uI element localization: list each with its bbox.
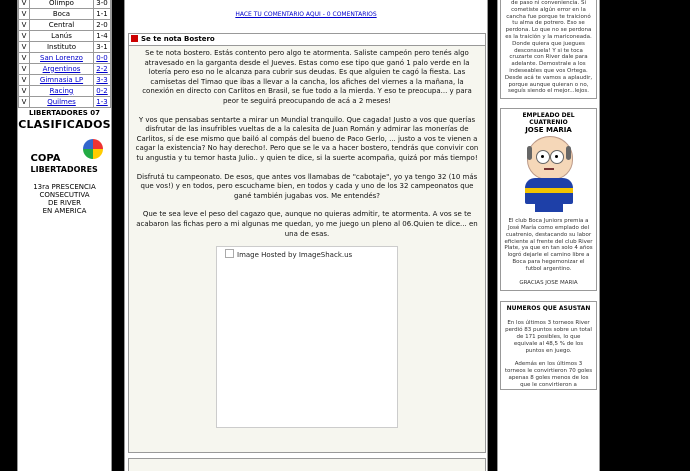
employee-title: EMPLEADO DEL CUATRENIO <box>522 112 575 127</box>
team-name: Instituto <box>30 42 94 53</box>
result-flag: V <box>19 42 30 53</box>
team-link[interactable]: Quilmes <box>47 97 76 106</box>
team-link[interactable]: Racing <box>49 86 74 95</box>
score: 2-0 <box>94 20 111 31</box>
post-header <box>129 34 485 46</box>
results-table <box>18 0 111 108</box>
result-flag: V <box>19 9 30 20</box>
presence-text: 13ra PRESCENCIA CONSECUTIVA DE RIVER EN AMERICA <box>33 183 96 215</box>
result-row <box>19 86 111 97</box>
post-icon <box>131 35 138 42</box>
result-flag: V <box>19 86 30 97</box>
team-name: Lanús <box>30 31 94 42</box>
post-body <box>129 46 485 428</box>
post-paragraph: Que te sea leve el peso del cagazo que, aunque no quieras admitir, te atormenta. A vos se te acabaron las fichas pero a mi algunas me quedan, yo me juego un pleno al 06.Quien te dice... en una de esas. <box>136 210 478 238</box>
result-row <box>19 42 111 53</box>
employee-name: JOSE MARIA <box>525 126 572 135</box>
team-name: Boca <box>30 9 94 20</box>
result-flag: V <box>19 75 30 86</box>
ortega-box <box>500 0 597 99</box>
team-name: Central <box>30 20 94 31</box>
result-flag: V <box>19 0 30 9</box>
result-row <box>19 75 111 86</box>
next-post-strip <box>128 458 486 471</box>
team-link[interactable]: San Lorenzo <box>40 53 83 62</box>
score: 3-1 <box>94 42 111 53</box>
libertadores-title: LIBERTADORES 07 <box>28 109 101 117</box>
result-flag: V <box>19 64 30 75</box>
result-row <box>19 0 111 9</box>
post-paragraph: Disfrutá tu campeonato. De esos, que antes vos llamabas de "cabotaje", yo ya tengo 32 (10 más que vos!) y en todos, pero escuchame bien, en todos y cada y uno de los 32 campeonatos que gané también jugabas vos. Me entendés? <box>136 172 478 200</box>
result-row <box>19 64 111 75</box>
result-row <box>19 53 111 64</box>
result-flag: V <box>19 53 30 64</box>
comment-link[interactable]: HACE TU COMENTARIO AQUI - 0 COMENTARIOS <box>235 11 377 18</box>
libertadores-ball-icon <box>83 139 103 159</box>
jose-maria-avatar <box>519 136 579 212</box>
result-flag: V <box>19 97 30 108</box>
result-row <box>19 9 111 20</box>
employee-box <box>500 108 597 291</box>
left-sidebar <box>17 0 112 471</box>
employee-thanks: GRACIAS JOSE MARIA <box>519 279 578 286</box>
score: 3-0 <box>94 0 111 9</box>
ortega-text: de paso ni conveniencia. Si cometiste algún error en la cancha fue porque te traicionó tu alma de potrero. Eso se perdona. Lo que no se perdona es la traición y la mariconeada. Donde quiera que juegues desconsuela! Y si te toca cruzarte con River dale para adelante. Demostrale a los indeseables que vos Ortega. Desde acá te vamos a aplaudir, porque aunque quieran o no, seguís siendo el mejor...lejos. <box>504 0 593 95</box>
result-row <box>19 20 111 31</box>
hosted-image-placeholder[interactable] <box>216 246 398 428</box>
team-link[interactable]: Argentinos <box>42 64 81 73</box>
right-sidebar <box>497 0 600 471</box>
broken-image-icon <box>225 249 234 258</box>
clasificados-heading: CLASIFICADOS <box>18 118 111 131</box>
score-link[interactable]: 1-3 <box>96 97 108 106</box>
score: 1-4 <box>94 31 111 42</box>
result-flag: V <box>19 20 30 31</box>
post-paragraph: Y vos que pensabas sentarte a mirar un Mundial tranquilo. Que cagada! Justo a vos que querías disfrutar de las insufribles vueltas de a la calesita de Juan Román y admirar las monerías de Carlitos, sí de ese mismo que bailó al compás del bueno de Paco Gerlo, ... justo a vos te vienen a cagar la existencia? No hay derecho!. Pero que se le va a hacer bostero, tendrás que convivir con tu angustia y tu temor hasta Julio.. y quien te dice, si la suerte acompaña, quizá por más tiempo! <box>135 115 479 162</box>
copa-libertadores-logo: COPA LIBERTADORES <box>25 135 105 181</box>
team-name: Olimpo <box>30 0 94 9</box>
main-content <box>124 0 488 471</box>
team-link[interactable]: Gimnasia LP <box>39 75 84 84</box>
score-link[interactable]: 2-2 <box>96 64 108 73</box>
blog-post <box>128 33 486 453</box>
image-alt-text: Image Hosted by ImageShack.us <box>237 251 353 260</box>
score: 1-1 <box>94 9 111 20</box>
score-link[interactable]: 0-0 <box>96 53 108 62</box>
post-paragraph: Se te nota bostero. Estás contento pero algo te atormenta. Saliste campeón pero tenés algo atravesado en la garganta desde el Jueves. Estas como ese tipo que ganó 1 palo verde en la lotería pero eso no le alcanza para cubrir sus deudas. Es que alguien te cagó la fiesta. Las camisetas del Timao que ibas a llevar a la cancha, los afiches del viernes a la mañana, la conexión en directo con Carlitos en Brasil, se fue todo a la mierda. Y eso te preocupa... y para peor te seguirá preocupando de acá a 2 meses! <box>142 49 472 105</box>
employee-text: El club Boca Juniors premia a José María como emplado del cuatrenio, destacando su labor eficiente al frente del club River Plate, ya que en tan solo 4 años logró dejarle el camino libre a Boca para hegemonizar el futbol argentino. <box>504 218 593 272</box>
numbers-box <box>500 301 597 389</box>
score-link[interactable]: 3-3 <box>96 75 108 84</box>
post-title: Se te nota Bostero <box>141 35 215 43</box>
result-row <box>19 31 111 42</box>
score-link[interactable]: 0-2 <box>96 86 108 95</box>
numbers-title: NUMEROS QUE ASUSTAN <box>506 305 591 313</box>
numbers-text: En los últimos 3 torneos River perdió 83 puntos sobre un total de 171 posibles, lo que equivale al 48,5 % de los puntos en juego. <box>505 320 592 354</box>
result-row <box>19 97 111 108</box>
result-flag: V <box>19 31 30 42</box>
numbers-text: Además en los últimos 3 torneos le convirtieron 70 goles apenas 8 goles menos de los que le convirtieron a <box>504 361 593 388</box>
